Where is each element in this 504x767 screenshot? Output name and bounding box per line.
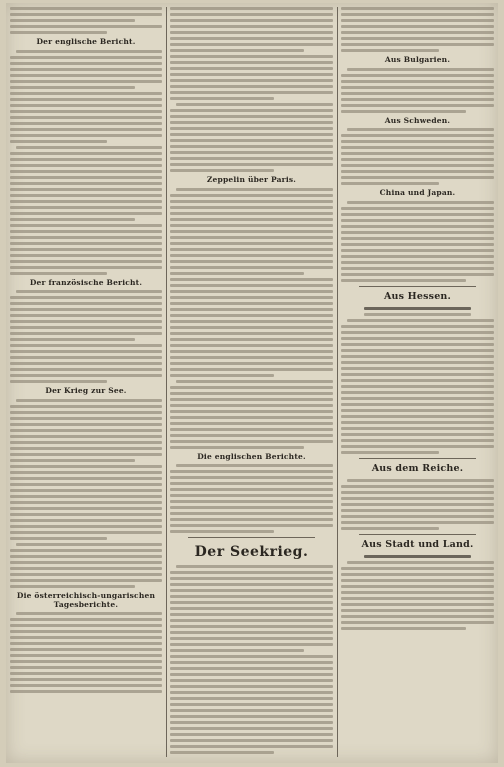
article-text-block [341, 68, 494, 113]
article-text-block [341, 128, 494, 185]
article-heading: Aus Bulgarien. [384, 55, 451, 64]
article-text-block [170, 188, 333, 449]
column-middle [170, 6, 333, 759]
article-heading: Der englische Bericht. [36, 37, 136, 46]
article-heading: Die englischen Berichte. [197, 451, 306, 461]
article-text-block [341, 307, 494, 454]
section-divider [359, 286, 476, 287]
article-text-block [10, 612, 162, 693]
article-text-block [341, 7, 494, 52]
section-heading: Aus dem Reiche. [371, 462, 464, 474]
column-right [341, 6, 494, 759]
column-rule [337, 7, 338, 757]
section-heading: Aus Stadt und Land. [361, 538, 474, 550]
article-heading: Die österreichisch-ungarischen Tagesberichte. [16, 590, 156, 609]
newspaper-page [6, 3, 498, 763]
section-divider [188, 537, 315, 538]
article-heading: Aus Schweden. [384, 115, 451, 125]
section-divider [359, 534, 476, 535]
article-text-block [170, 7, 333, 172]
article-text-block [341, 201, 494, 282]
article-text-block [10, 399, 162, 588]
column-left [10, 6, 162, 759]
article-text-block [170, 464, 333, 533]
article-heading: Zeppelin über Paris. [206, 175, 297, 184]
article-text-block [10, 7, 162, 34]
article-text-block [10, 50, 162, 275]
article-text-block [170, 565, 333, 754]
article-heading: Der Krieg zur See. [45, 386, 127, 396]
article-heading: China und Japan. [379, 188, 456, 198]
article-text-block [10, 290, 162, 383]
article-text-block [341, 479, 494, 530]
section-heading: Der Seekrieg. [194, 544, 309, 561]
section-heading: Aus Hessen. [383, 290, 452, 302]
column-rule [166, 7, 167, 757]
section-divider [359, 458, 476, 459]
article-text-block [341, 555, 494, 630]
article-heading: Der französische Bericht. [29, 277, 143, 287]
